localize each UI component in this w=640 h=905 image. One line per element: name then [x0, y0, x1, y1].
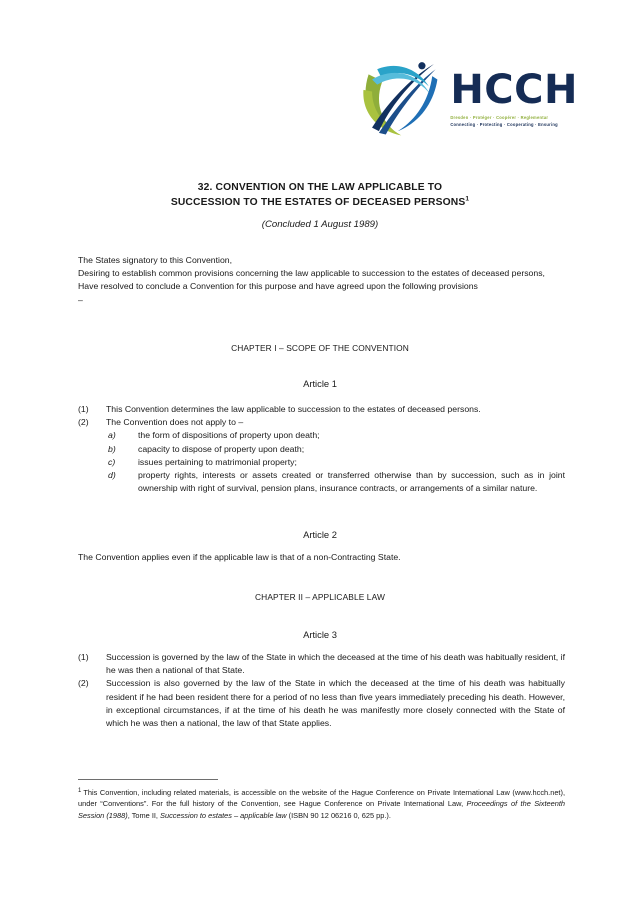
article-1-body [78, 403, 565, 496]
article-1-heading: Article 1 [303, 378, 337, 389]
article-2-heading: Article 2 [303, 529, 337, 540]
article-3-body [78, 651, 565, 730]
sub-item-text: capacity to dispose of property upon death; [138, 443, 305, 454]
document-title [60, 181, 580, 211]
chapter-1-heading: CHAPTER I – SCOPE OF THE CONVENTION [231, 343, 409, 353]
article-3-paragraph-1 [78, 651, 565, 677]
paragraph-text: Succession is governed by the law of the State in which the deceased at the time of his death was habitually resident, if he was then a national of that State. [106, 652, 565, 676]
preamble [78, 254, 565, 307]
article-1-sub-list [108, 429, 565, 495]
footnote-italic-2: Succession to estates – applicable law [160, 810, 287, 820]
hcch-wordmark: HCCH [450, 67, 578, 114]
footnote-part-2: , Tome II, [127, 810, 161, 820]
sub-item-letter: d) [108, 470, 116, 481]
chapter-2-heading: CHAPTER II – APPLICABLE LAW [255, 592, 385, 602]
hcch-swoosh-logo-icon [360, 52, 446, 138]
footnote [78, 787, 565, 821]
paragraph-number: (1) [78, 404, 89, 414]
hcch-logo [360, 52, 578, 138]
sub-item-b [108, 443, 565, 456]
title-footnote-marker: 1 [465, 195, 470, 203]
title-line-1: 32. CONVENTION ON THE LAW APPLICABLE TO [197, 182, 443, 193]
paragraph-text: The Convention does not apply to – [106, 417, 244, 428]
sub-item-letter: a) [108, 430, 116, 441]
footnote-italic-1: Proceedings of the Sixteenth Session (1988) [78, 799, 566, 820]
preamble-line-4: – [78, 294, 83, 305]
logo-tagline-line-1: Dresden · Protéger · Coopérer · Reglementar [450, 115, 549, 121]
sub-item-letter: b) [108, 443, 116, 454]
logo-tagline [450, 115, 558, 128]
footnote-part-3: (ISBN 90 12 06216 0, 625 pp.). [286, 810, 391, 820]
sub-item-d [108, 469, 565, 495]
sub-item-a [108, 429, 565, 442]
paragraph-number: (1) [78, 652, 89, 662]
paragraph-text: This Convention determines the law applicable to succession to the estates of deceased persons. [106, 404, 481, 414]
paragraph-text: Succession is also governed by the law of the State in which the deceased at the time of his death was habitually resident if he had been resident there for a period of no less than five years immediately preceding his death. However, in exceptional circumstances, if at the time of his death he was manifestly more closely connected with the State of which he was then a national, the law of that State applies. [106, 678, 565, 729]
article-3-paragraph-2 [78, 677, 565, 730]
sub-item-letter: c) [108, 456, 116, 467]
footnote-separator [78, 779, 218, 780]
article-2-body: The Convention applies even if the applicable law is that of a non-Contracting State. [78, 552, 401, 562]
preamble-line-3: Have resolved to conclude a Convention for this purpose and have agreed upon the following provisions [78, 281, 478, 292]
sub-item-text: property rights, interests or assets created or transferred otherwise than by succession, such as in joint ownership with right of survival, pension plans, insurance contracts, or arrangements of a similar nature. [138, 470, 565, 494]
paragraph-number: (2) [78, 417, 89, 428]
concluded-date: (Concluded 1 August 1989) [261, 219, 379, 230]
preamble-line-1: The States signatory to this Convention, [78, 255, 233, 265]
logo-text-block [450, 62, 578, 128]
title-line-2: SUCCESSION TO THE ESTATES OF DECEASED PERSONS [170, 196, 466, 208]
article-1-paragraph-2 [78, 416, 565, 429]
footnote-part-1: This Convention, including related materials, is accessible on the website of the Hague Conference on Private International Law (www.hcch.net), under “Conventions”. For the full history of the Convention, see Hague Conference on Private International Law, [78, 788, 565, 809]
sub-item-text: issues pertaining to matrimonial property; [138, 456, 297, 467]
footnote-marker: 1 [78, 787, 82, 794]
article-1-paragraph-1 [78, 403, 565, 416]
preamble-line-2: Desiring to establish common provisions concerning the law applicable to succession to the estates of deceased persons, [78, 268, 545, 279]
article-3-heading: Article 3 [303, 629, 337, 640]
sub-item-text: the form of dispositions of property upon death; [138, 430, 320, 441]
paragraph-number: (2) [78, 678, 89, 689]
sub-item-c [108, 456, 565, 469]
logo-tagline-line-2: Connecting · Protecting · Cooperating · Ensuring [450, 121, 558, 127]
